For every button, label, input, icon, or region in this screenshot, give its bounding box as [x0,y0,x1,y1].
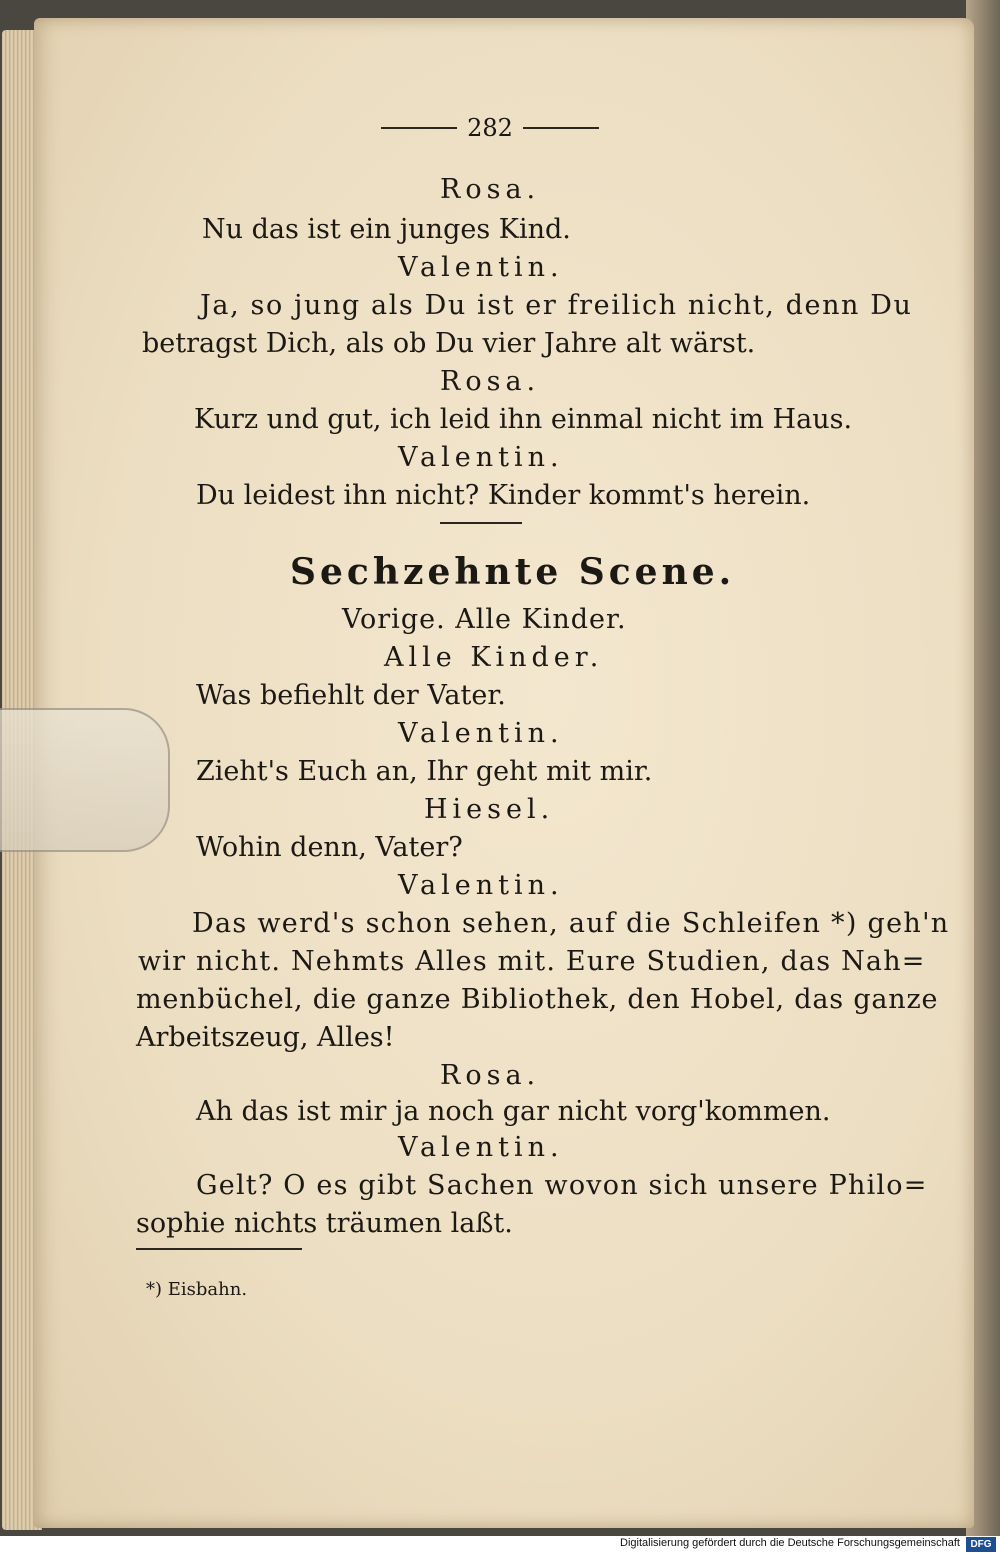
speaker-line: Valentin. [398,718,564,749]
dfg-logo: DFG [966,1537,996,1552]
stage-direction: Vorige. Alle Kinder. [342,604,627,635]
speech-line: betragst Dich, als ob Du vier Jahre alt wärst. [142,328,756,359]
speech-line: Gelt? O es gibt Sachen wovon sich unsere Philo= [196,1170,928,1201]
footnote-rule [136,1248,302,1250]
speech-line: Das werd's schon sehen, auf die Schleifen *) geh'n [192,908,950,939]
header-rule-left [381,127,457,129]
speech-line: Was befiehlt der Vater. [196,680,506,711]
footer-credit: Digitalisierung gefördert durch die Deutsche Forschungsgemeinschaft [620,1537,960,1549]
speaker-line: Hiesel. [424,794,555,825]
page-header [370,108,610,148]
speech-line: Wohin denn, Vater? [196,832,463,863]
speech-line: Ja, so jung als Du ist er freilich nicht, denn Du [200,290,913,321]
scene-title: Sechzehnte Scene. [290,551,736,593]
speech-line: Ah das ist mir ja noch gar nicht vorg'kommen. [196,1096,831,1127]
speaker-line: Rosa. [440,174,541,205]
speaker-line: Valentin. [398,870,564,901]
speech-line: wir nicht. Nehmts Alles mit. Eure Studien, das Nah= [138,946,926,977]
speaker-line: Rosa. [440,1060,541,1091]
speaker-line: Valentin. [398,252,564,283]
footnote: *) Eisbahn. [146,1279,248,1300]
speaker-line: Valentin. [398,442,564,473]
speaker-line: Alle Kinder. [384,642,604,673]
digitization-footer [0,1536,1000,1554]
speaker-line: Rosa. [440,366,541,397]
speech-line: Nu das ist ein junges Kind. [202,214,571,245]
bookmark-tab [0,708,170,852]
header-rule-right [523,127,599,129]
speech-line: sophie nichts träumen laßt. [136,1208,513,1239]
speech-line: Zieht's Euch an, Ihr geht mit mir. [196,756,653,787]
speech-line: menbüchel, die ganze Bibliothek, den Hobel, das ganze [136,984,939,1015]
scene-divider [440,522,522,524]
speech-line: Arbeitszeug, Alles! [136,1022,395,1053]
page-number: 282 [467,114,513,142]
speech-line: Du leidest ihn nicht? Kinder kommt's herein. [196,480,811,511]
speech-line: Kurz und gut, ich leid ihn einmal nicht im Haus. [194,404,853,435]
speaker-line: Valentin. [398,1132,564,1163]
